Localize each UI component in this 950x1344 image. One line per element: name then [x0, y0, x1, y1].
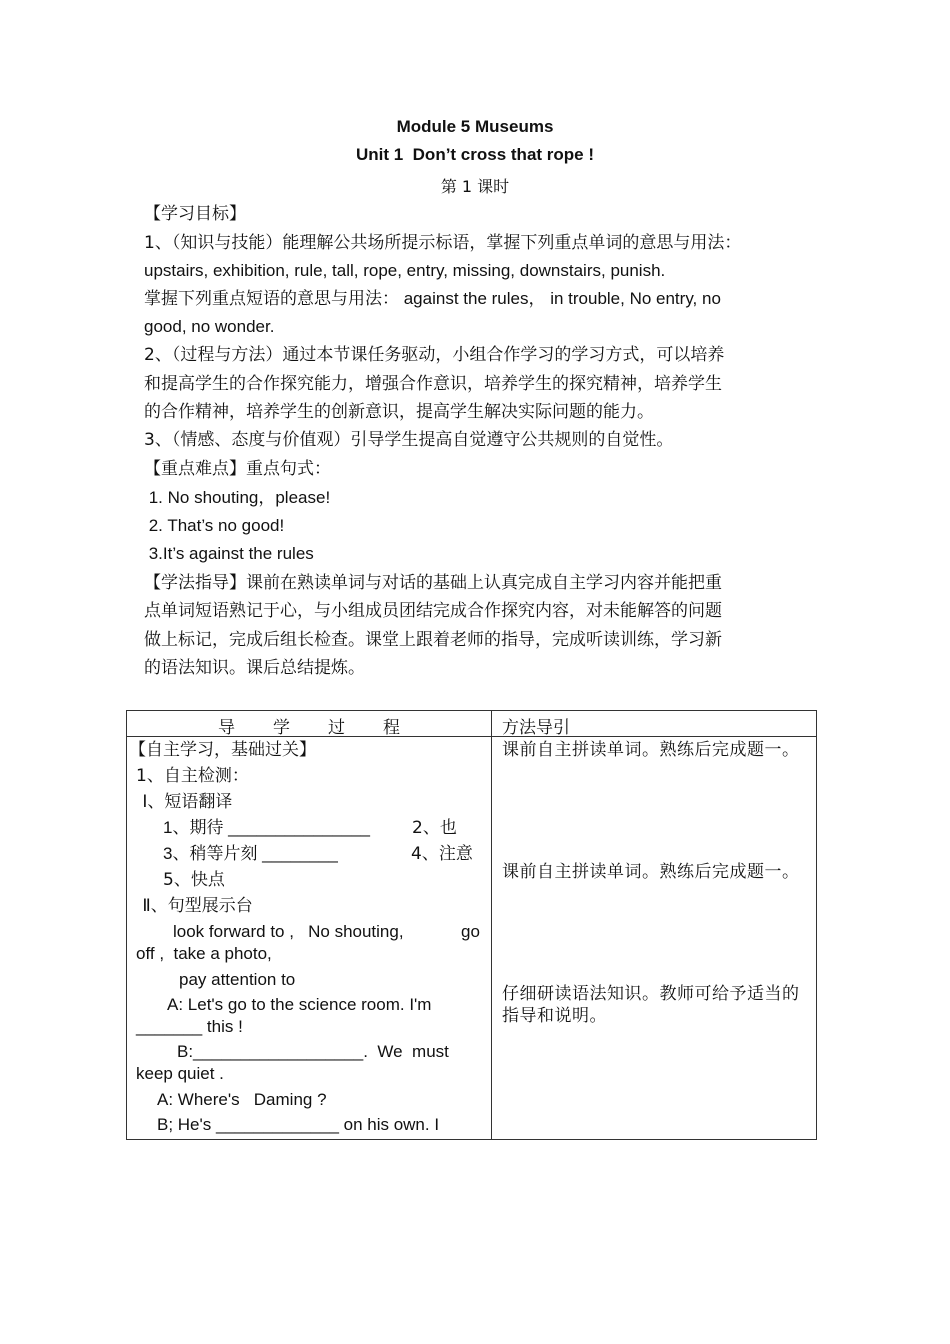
method-line: 做上标记，完成后组长检查。课堂上跟着老师的指导，完成听读训练，学习新 — [144, 630, 722, 650]
process-cell — [127, 737, 492, 1140]
method-line: 【学法指导】课前在熟读单词与对话的基础上认真完成自主学习内容并能把重 — [144, 573, 722, 593]
objective-line: 2、（过程与方法）通过本节课任务驱动，小组合作学习的学习方式，可以培养 — [144, 345, 725, 365]
exercise-item: 5、快点 — [163, 870, 225, 890]
objective-line: 和提高学生的合作探究能力，增强合作意识，培养学生的探究精神，培养学生 — [144, 374, 722, 394]
objective-line: 1、（知识与技能）能理解公共场所提示标语，掌握下列重点单词的意思与用法： — [144, 233, 742, 253]
dialogue-line: B:__________________. We must — [177, 1042, 449, 1061]
dialogue-line: A: Where's Daming ? — [157, 1090, 327, 1109]
method-note: 课前自主拼读单词。熟练后完成题一。 — [502, 862, 800, 882]
dialogue-line: keep quiet . — [136, 1064, 224, 1083]
objective-line: upstairs, exhibition, rule, tall, rope, entry, missing, downstairs, punish. — [144, 261, 666, 280]
lesson-number: 第 1 课时 — [440, 177, 510, 196]
method-cell — [492, 737, 817, 1140]
phrase-translation-heading: Ⅰ、短语翻译 — [137, 792, 233, 812]
keypoints-heading: 【重点难点】重点句式： — [144, 459, 331, 479]
process-header: 导学过程 — [218, 718, 438, 738]
objective-line: 掌握下列重点短语的意思与用法： against the rules， in trouble, No entry, no — [144, 289, 721, 308]
key-sentence: 1. No shouting，please! — [144, 488, 331, 507]
exercise-item: 1、期待 _______________ — [163, 818, 370, 837]
method-note: 仔细研读语法知识。教师可给予适当的指导和说明。 — [502, 984, 800, 1026]
key-sentence: 3.It’s against the rules — [144, 544, 314, 563]
method-header-cell — [492, 711, 817, 737]
method-line: 点单词短语熟记于心，与小组成员团结完成合作探究内容，对未能解答的问题 — [144, 601, 722, 621]
exercise-item: 4、注意 — [411, 844, 473, 864]
unit-title: Unit 1 Don’t cross that rope ! — [355, 145, 595, 164]
phrase-list: look forward to , No shouting, — [173, 922, 404, 941]
exercise-item: 3、稍等片刻 ________ — [163, 844, 338, 863]
study-guide-table — [126, 710, 817, 1140]
sentence-pattern-heading: Ⅱ、句型展示台 — [137, 896, 253, 916]
dialogue-line: _______ this ! — [136, 1017, 243, 1036]
method-line: 的语法知识。课后总结提炼。 — [144, 658, 365, 678]
phrase-list: pay attention to — [179, 970, 296, 989]
objective-line: good, no wonder. — [144, 317, 275, 336]
self-check-label: 1、自主检测： — [136, 766, 249, 786]
section-heading: 【自主学习，基础过关】 — [129, 740, 316, 760]
method-header: 方法导引 — [502, 718, 570, 738]
process-header-cell — [127, 711, 492, 737]
dialogue-line: A: Let's go to the science room. I'm — [167, 995, 432, 1014]
objectives-heading: 【学习目标】 — [144, 204, 246, 224]
objective-line: 3、（情感、态度与价值观）引导学生提高自觉遵守公共规则的自觉性。 — [144, 430, 674, 450]
phrase-list: off , take a photo, — [136, 944, 272, 963]
exercise-item: 2、也 — [412, 818, 457, 838]
module-title: Module 5 Museums — [396, 117, 554, 136]
method-note: 课前自主拼读单词。熟练后完成题一。 — [502, 740, 800, 760]
key-sentence: 2. That’s no good! — [144, 516, 285, 535]
objective-line: 的合作精神，培养学生的创新意识，提高学生解决实际问题的能力。 — [144, 402, 654, 422]
phrase-list: go — [461, 922, 480, 941]
dialogue-line: B; He's _____________ on his own. I — [157, 1115, 440, 1134]
